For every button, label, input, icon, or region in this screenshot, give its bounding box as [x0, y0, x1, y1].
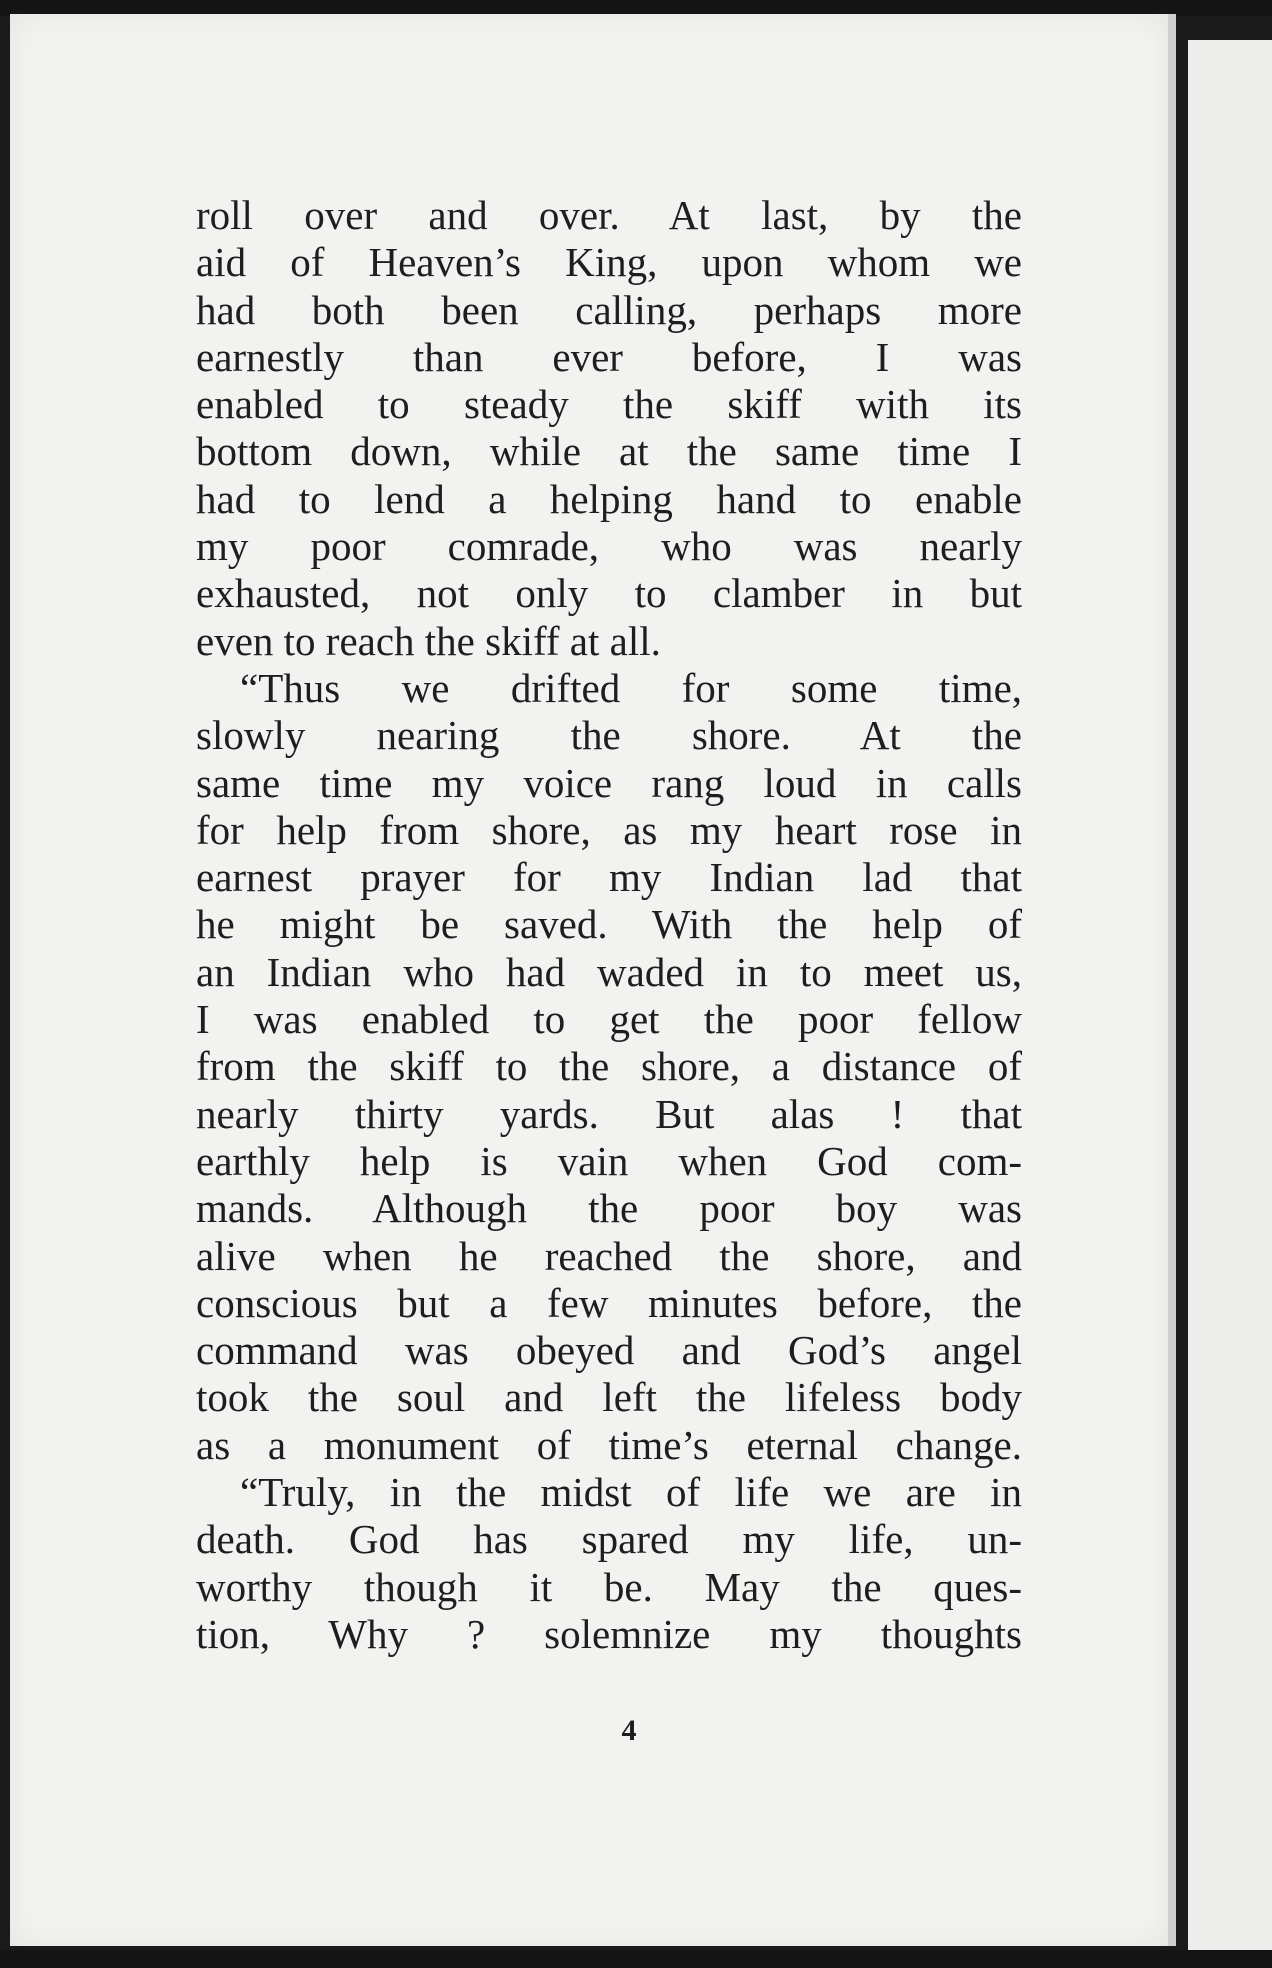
page-number: 4 — [621, 1714, 637, 1747]
text-line: from the skiff to the shore, a distance of — [196, 1043, 1022, 1090]
text-line: tion, Why ? solemnize my thoughts — [196, 1610, 1022, 1657]
text-line: slowly nearing the shore. At the — [196, 712, 1023, 759]
text-line: had both been calling, perhaps more — [196, 286, 1022, 333]
text-line: “Truly, in the midst of life we are in — [240, 1469, 1023, 1516]
text-line: nearly thirty yards. But alas ! that — [196, 1090, 1022, 1137]
facing-page-edge — [1188, 40, 1272, 1952]
text-line: even to reach the skiff at all. — [196, 617, 661, 664]
text-line: “Thus we drifted for some time, — [240, 664, 1023, 711]
text-line: exhausted, not only to clamber in but — [196, 570, 1023, 617]
text-line: earnestly than ever before, I was — [196, 333, 1022, 380]
text-line: aid of Heaven’s King, upon whom we — [196, 239, 1023, 286]
text-line: he might be saved. With the help of — [196, 901, 1022, 948]
text-line: had to lend a helping hand to enable — [196, 475, 1022, 522]
body-text — [196, 192, 1022, 1658]
text-line: enabled to steady the skiff with its — [196, 381, 1022, 428]
text-line: I was enabled to get the poor fellow — [196, 996, 1022, 1043]
text-line: as a monument of time’s eternal change. — [196, 1421, 1022, 1468]
page-edge-shadow — [1168, 14, 1176, 1946]
text-line: conscious but a few minutes before, the — [196, 1279, 1022, 1326]
text-line: earthly help is vain when God com- — [196, 1137, 1023, 1184]
text-line: alive when he reached the shore, and — [196, 1232, 1022, 1279]
text-line: an Indian who had waded in to meet us, — [196, 948, 1023, 995]
book-spine — [1176, 40, 1188, 1952]
text-line: my poor comrade, who was nearly — [196, 523, 1022, 570]
text-line: roll over and over. At last, by the — [196, 192, 1023, 238]
text-line: bottom down, while at the same time I — [196, 428, 1022, 475]
text-line: mands. Although the poor boy was — [196, 1185, 1022, 1232]
text-line: for help from shore, as my heart rose in — [196, 806, 1022, 853]
text-line: same time my voice rang loud in calls — [196, 759, 1023, 806]
text-line: earnest prayer for my Indian lad that — [196, 854, 1022, 901]
scan-border-bottom — [0, 1950, 1272, 1968]
text-line: command was obeyed and God’s angel — [196, 1327, 1022, 1374]
text-line: took the soul and left the lifeless body — [196, 1374, 1022, 1421]
text-line: death. God has spared my life, un- — [196, 1516, 1022, 1563]
text-line: worthy though it be. May the ques- — [196, 1563, 1023, 1610]
